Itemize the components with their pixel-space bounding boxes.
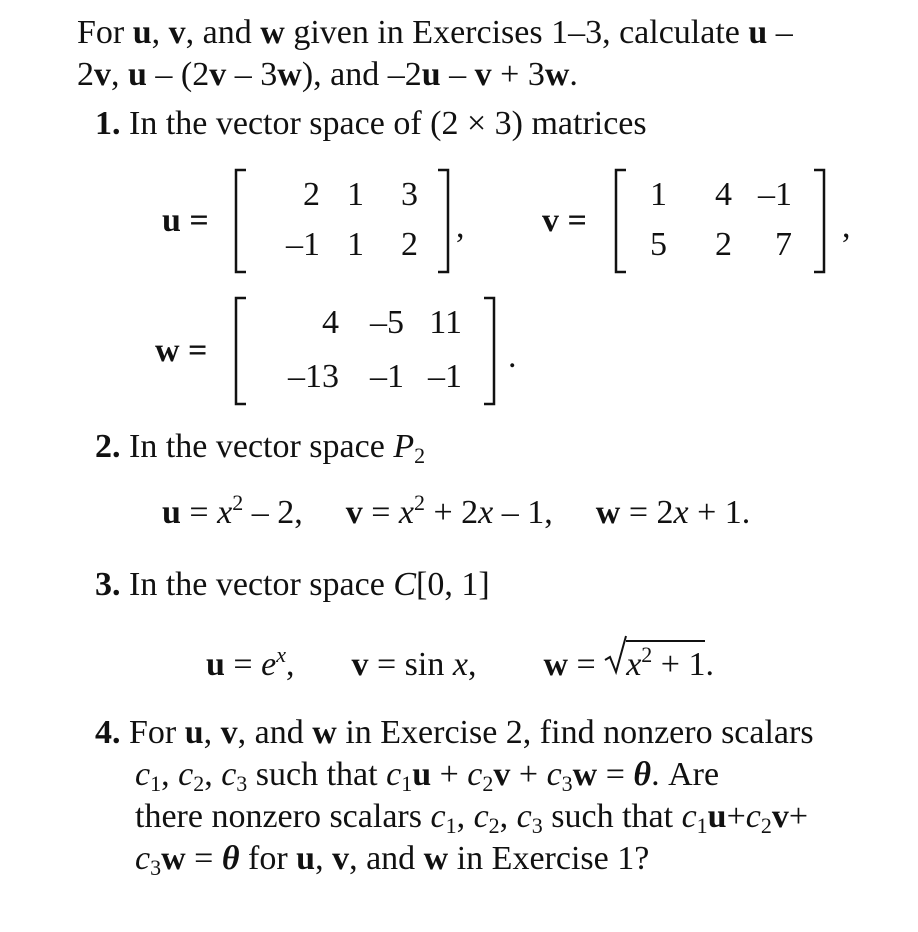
exponent: x (276, 642, 286, 667)
subscript: 1 (401, 771, 413, 796)
vector-v: v (94, 56, 111, 93)
vector-u: u (412, 756, 432, 793)
expression: = 2 (620, 494, 674, 531)
scalar-c: c (430, 798, 446, 835)
equals: = (362, 494, 399, 531)
scalar-c: c (221, 756, 237, 793)
vector-u: u (748, 14, 768, 51)
vector-w: w (277, 56, 302, 93)
scalar-c: c (546, 756, 562, 793)
w-matrix-label: w = (155, 332, 208, 369)
exercise-number: 4. (95, 714, 121, 751)
matrix-cell: 5 (650, 226, 667, 263)
exercise-1-heading (95, 107, 647, 141)
subscript: 3 (236, 771, 248, 796)
matrix-cell: –1 (428, 358, 462, 395)
comma: , (456, 208, 465, 245)
exercise-2-heading (95, 430, 425, 467)
intro-text: , (111, 56, 128, 93)
plus: + (788, 798, 809, 835)
expression: – 1, (493, 494, 553, 531)
intro-text: + 3 (491, 56, 545, 93)
exercise-text: , (315, 840, 333, 877)
period: . (705, 646, 714, 683)
vector-u: u (128, 56, 147, 93)
plus: + (431, 756, 468, 793)
subscript: 1 (445, 813, 457, 838)
square-root (604, 640, 705, 682)
polynomial-space-symbol: P (393, 428, 415, 465)
intro-line-1 (77, 16, 793, 50)
expression: – 2, (243, 494, 303, 531)
right-bracket (810, 168, 830, 274)
expression: + 1 (652, 646, 706, 683)
expression: + 1. (688, 494, 751, 531)
exercise-text: such that (542, 798, 682, 835)
intro-text: given in Exercises 1–3, calculate (284, 14, 749, 51)
plus: + (510, 756, 547, 793)
subscript: 3 (561, 771, 573, 796)
matrix-cell: –1 (370, 358, 404, 395)
comma: , (842, 208, 851, 245)
exponent: 2 (232, 490, 244, 515)
scalar-c: c (516, 798, 532, 835)
scalar-c: c (681, 798, 697, 835)
variable-x: x (217, 494, 233, 531)
matrix-cell: 11 (429, 304, 462, 341)
exercise-text: in Exercise 1? (448, 840, 650, 877)
vector-v: v (332, 840, 350, 877)
vector-w: w (423, 840, 449, 877)
vector-w: w (543, 646, 568, 683)
sin-function: sin (404, 646, 453, 683)
scalar-c: c (745, 798, 761, 835)
exercise-text: such that (247, 756, 387, 793)
subscript: 2 (482, 771, 494, 796)
intro-text: – (2 (146, 56, 210, 93)
scalar-c: c (386, 756, 402, 793)
subscript: 2 (488, 813, 500, 838)
equals: = (368, 646, 405, 683)
comma: , (161, 756, 179, 793)
vector-v: v (345, 494, 363, 531)
exercise-text: . Are (651, 756, 720, 793)
vector-v: v (351, 646, 369, 683)
equals: = (597, 756, 634, 793)
subscript: 3 (531, 813, 543, 838)
period: . (508, 338, 517, 375)
radical-sign-icon (604, 634, 628, 676)
exercise-text: for (239, 840, 297, 877)
vector-v: v (493, 756, 511, 793)
exercise-text: In the vector space (120, 566, 394, 603)
exercise-number: 3. (95, 566, 121, 603)
variable-x: x (452, 646, 468, 683)
comma: , (499, 798, 517, 835)
zero-vector-theta: θ (633, 756, 652, 793)
vector-u: u (206, 646, 225, 683)
scalar-c: c (467, 756, 483, 793)
vector-u: u (421, 56, 441, 93)
expression: + 2 (424, 494, 479, 531)
vector-v: v (474, 56, 492, 93)
intro-text: . (569, 56, 578, 93)
matrix-cell: –1 (758, 176, 792, 213)
intro-text: , (151, 14, 169, 51)
comma: , (285, 646, 295, 683)
vector-w: w (312, 714, 337, 751)
v-matrix-label: v = (542, 202, 587, 239)
comma: , (204, 756, 222, 793)
subscript: 2 (193, 771, 205, 796)
vector-u: u (162, 494, 181, 531)
exercise-4-line-3 (135, 800, 808, 837)
vector-w: w (544, 56, 570, 93)
matrix-cell: 2 (401, 226, 418, 263)
vector-w: w (260, 14, 285, 51)
exercise-number: 1. (95, 105, 121, 142)
zero-vector-theta: θ (221, 840, 240, 877)
matrix-cell: –1 (286, 226, 320, 263)
subscript: 2 (414, 443, 426, 468)
vector-v: v (771, 798, 789, 835)
left-bracket (230, 296, 250, 406)
matrix-cell: 3 (401, 176, 418, 213)
exercise-text: in Exercise 2, find nonzero scalars (336, 714, 814, 751)
intro-text: For (77, 14, 133, 51)
intro-text: , and (185, 14, 261, 51)
vector-w: w (572, 756, 598, 793)
function-space-symbol: C (393, 566, 417, 603)
exercise-4-line-4 (135, 842, 649, 879)
euler-e: e (261, 646, 277, 683)
intro-text: – 3 (226, 56, 278, 93)
u-matrix-label: u = (162, 202, 209, 239)
right-bracket (480, 296, 500, 406)
matrix-cell: 4 (715, 176, 732, 213)
radicand (626, 640, 705, 682)
exercise-text: there nonzero scalars (135, 798, 431, 835)
vector-v: v (209, 56, 227, 93)
exercise-text: , (203, 714, 221, 751)
intro-line-2 (77, 58, 578, 92)
exponent: 2 (413, 490, 425, 515)
equals: = (180, 494, 218, 531)
subscript: 1 (696, 813, 708, 838)
exponent: 2 (641, 642, 653, 667)
left-bracket (610, 168, 630, 274)
subscript: 1 (150, 771, 162, 796)
matrix-cell: 1 (347, 176, 364, 213)
vector-u: u (707, 798, 727, 835)
exercise-number: 2. (95, 428, 121, 465)
matrix-cell: 4 (322, 304, 339, 341)
exercise-text: For (120, 714, 185, 751)
scalar-c: c (178, 756, 194, 793)
matrix-cell: 1 (347, 226, 364, 263)
exercise-text: In the vector space of (2 × 3) matrices (120, 105, 647, 142)
exercise-text: In the vector space (120, 428, 394, 465)
scalar-c: c (135, 756, 151, 793)
variable-x: x (478, 494, 494, 531)
exercise-4-line-2 (135, 758, 719, 795)
left-bracket (230, 168, 250, 274)
scalar-c: c (473, 798, 489, 835)
plus: + (726, 798, 746, 835)
intro-text: ), and –2 (301, 56, 422, 93)
variable-x: x (626, 646, 642, 683)
scalar-c: c (135, 840, 151, 877)
matrix-cell: –5 (370, 304, 404, 341)
subscript: 3 (150, 855, 162, 880)
exercise-text: , and (349, 840, 424, 877)
intro-text: – (440, 56, 475, 93)
variable-x: x (398, 494, 414, 531)
variable-x: x (673, 494, 689, 531)
exercise-2-equations (162, 492, 750, 530)
exercise-3-equations (206, 640, 714, 682)
equals: = (185, 840, 222, 877)
vector-v: v (220, 714, 238, 751)
intro-text: 2 (77, 56, 94, 93)
comma: , (456, 798, 474, 835)
vector-w: w (161, 840, 186, 877)
vector-u: u (184, 714, 204, 751)
comma: , (467, 646, 477, 683)
right-bracket (434, 168, 454, 274)
subscript: 2 (760, 813, 772, 838)
matrix-cell: 1 (650, 176, 667, 213)
exercise-4-line-1 (95, 716, 814, 750)
equals: = (224, 646, 262, 683)
vector-u: u (296, 840, 316, 877)
matrix-cell: 2 (303, 176, 320, 213)
exercise-text: , and (237, 714, 313, 751)
matrix-cell: 7 (775, 226, 792, 263)
matrix-cell: 2 (715, 226, 732, 263)
matrix-cell: –13 (288, 358, 339, 395)
exercise-3-heading (95, 568, 490, 602)
vector-u: u (132, 14, 152, 51)
equals: = (568, 646, 605, 683)
vector-w: w (595, 494, 621, 531)
vector-v: v (168, 14, 186, 51)
intro-text: – (767, 14, 793, 51)
interval: [0, 1] (416, 566, 490, 603)
